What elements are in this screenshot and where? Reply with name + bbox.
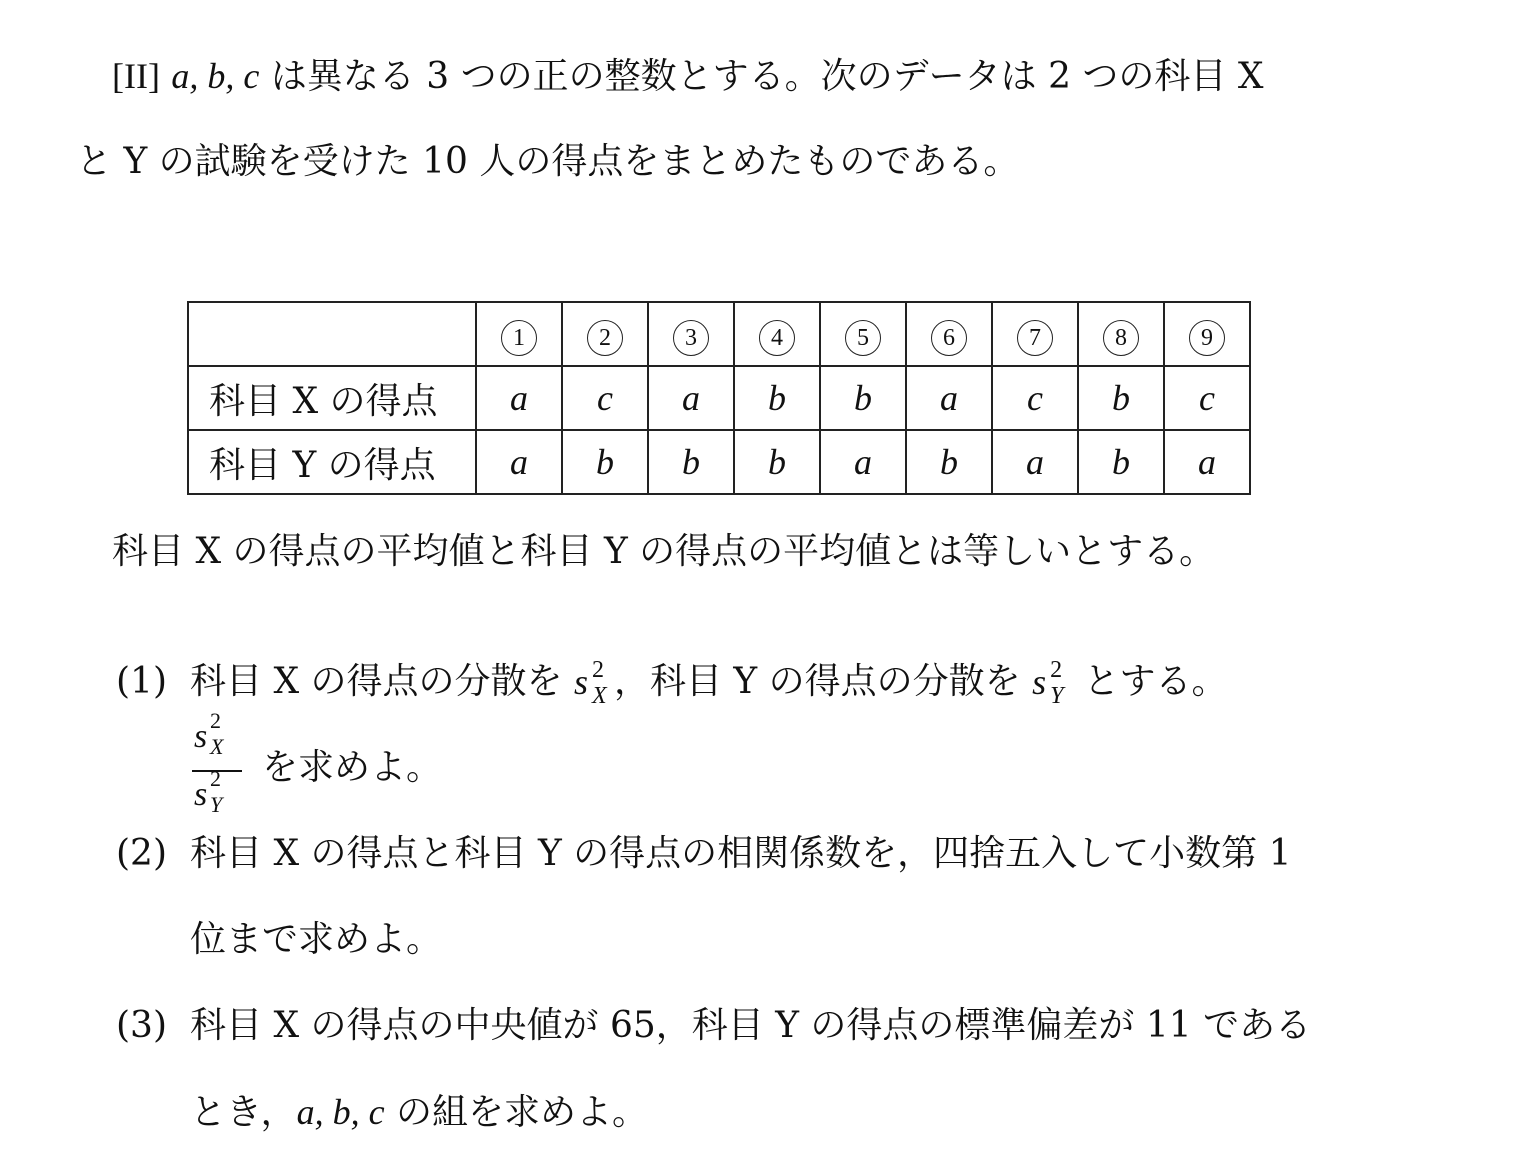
variance-y-symbol: s 2 Y <box>1032 657 1064 709</box>
table-cell: b <box>906 430 992 494</box>
table-header-row <box>188 302 1250 366</box>
table-cell: b <box>1078 366 1164 430</box>
question-3-line-2: とき，a, b, c の組を求めよ。 <box>190 1092 648 1133</box>
table-cell: a <box>648 366 734 430</box>
q3-variables: a, b, c <box>296 1092 385 1132</box>
table-cell: a <box>906 366 992 430</box>
table-cell: a <box>992 430 1078 494</box>
table-cell: b <box>734 366 820 430</box>
score-table <box>187 301 1251 495</box>
variance-ratio-fraction <box>190 708 246 822</box>
question-2-line-2: 位まで求めよ。 <box>190 919 443 960</box>
table-cell: b <box>562 430 648 494</box>
variance-x-symbol: s 2 X <box>573 657 607 709</box>
table-header-cell: 7 <box>992 302 1078 366</box>
table-cell: c <box>992 366 1078 430</box>
row-label-x: 科目 X の得点 <box>188 366 476 430</box>
table-cell: b <box>1078 430 1164 494</box>
table-cell: a <box>476 430 562 494</box>
table-cell: b <box>734 430 820 494</box>
condition-text: 科目 X の得点の平均値と科目 Y の得点の平均値とは等しいとする。 <box>112 531 1216 572</box>
table-cell: b <box>820 366 906 430</box>
table-row-y <box>188 430 1250 494</box>
table-cell: c <box>562 366 648 430</box>
table-cell: c <box>1164 366 1250 430</box>
question-3-line-1: 科目 X の得点の中央値が 65，科目 Y の得点の標準偏差が 11 である <box>190 1005 1312 1046</box>
table-header-cell: 6 <box>906 302 992 366</box>
table-header-cell: 2 <box>562 302 648 366</box>
table-cell: a <box>476 366 562 430</box>
table-row-x <box>188 366 1250 430</box>
question-2-number: (2) <box>116 833 167 874</box>
question-3-number: (3) <box>116 1005 167 1046</box>
table-header-cell: 4 <box>734 302 820 366</box>
question-1-number: (1) <box>116 661 167 702</box>
intro-line-2: と Y の試験を受けた 10 人の得点をまとめたものである。 <box>76 141 1020 182</box>
table-header-cell: 1 <box>476 302 562 366</box>
question-1-line-2: を求めよ。 <box>262 747 443 788</box>
table-header-cell: 5 <box>820 302 906 366</box>
table-cell: b <box>648 430 734 494</box>
table-corner-cell <box>188 302 476 366</box>
intro-line-1 <box>112 54 1264 99</box>
table-cell: a <box>820 430 906 494</box>
table-header-cell: 3 <box>648 302 734 366</box>
table-header-cell: 9 <box>1164 302 1250 366</box>
row-label-y: 科目 Y の得点 <box>188 430 476 494</box>
question-2-line-1: 科目 X の得点と科目 Y の得点の相関係数を，四捨五入して小数第 1 <box>190 833 1292 874</box>
intro-variables: a, b, c <box>171 56 260 96</box>
problem-label: [II] <box>112 56 160 96</box>
intro-line-1-text: は異なる 3 つの正の整数とする。次のデータは 2 つの科目 X <box>259 56 1264 97</box>
table-header-cell: 8 <box>1078 302 1164 366</box>
table-cell: a <box>1164 430 1250 494</box>
fraction-denominator: s 2 Y <box>194 766 223 817</box>
fraction-numerator: s 2 X <box>194 708 224 759</box>
question-1-line-1: 科目 X の得点の分散を s 2 X ，科目 Y の得点の分散を s 2 Y とする。 <box>190 657 1228 709</box>
